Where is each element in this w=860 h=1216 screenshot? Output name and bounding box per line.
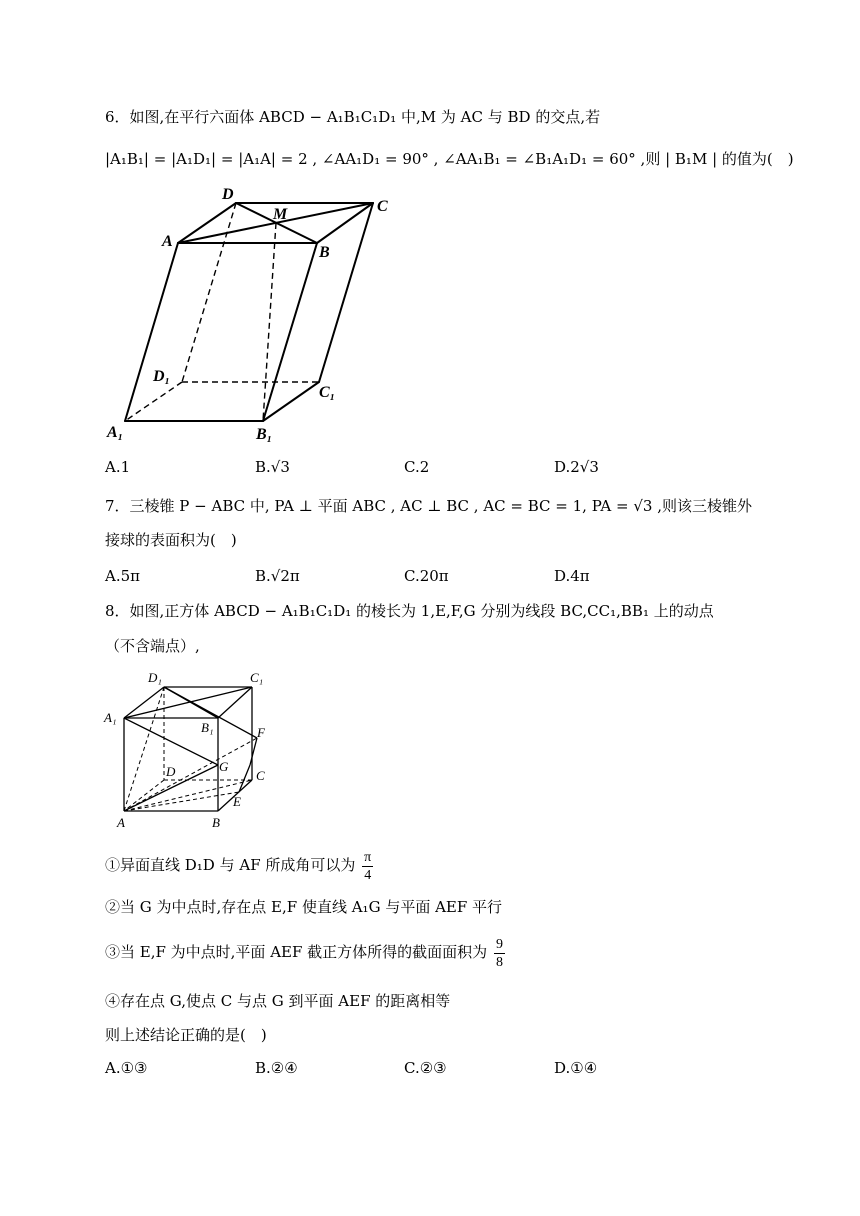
q8-label-C: C (256, 768, 265, 783)
q8-s3-denominator: 8 (495, 954, 503, 970)
q7-option-c[interactable]: C.20π (404, 567, 449, 585)
q8-option-a[interactable]: A.①③ (105, 1059, 148, 1077)
q7-option-d[interactable]: D.4π (554, 567, 590, 585)
q8-cube-figure (100, 668, 290, 838)
q8-s1-denominator: 4 (364, 867, 372, 883)
q7-option-b[interactable]: B.√2π (255, 567, 300, 585)
q8-statement-1-fraction (362, 849, 373, 884)
q8-label-A1: A₁ (104, 710, 117, 725)
q6-label-C1: C₁ (319, 384, 336, 401)
q7-stem-line1: 7．三棱锥 P − ABC 中, PA ⊥ 平面 ABC , AC ⊥ BC , AC = BC = 1, PA = √3 ,则该三棱锥外 (105, 497, 753, 515)
q8-label-E: E (233, 794, 241, 809)
q8-statement-1-text: ①异面直线 D₁D 与 AF 所成角可以为 (105, 856, 356, 874)
q8-s1-numerator: π (364, 849, 372, 865)
q8-statement-4: ④存在点 G,使点 C 与点 G 到平面 AEF 的距离相等 (105, 992, 451, 1010)
q8-statement-3-text: ③当 E,F 为中点时,平面 AEF 截正方体所得的截面面积为 (105, 943, 488, 961)
q8-statement-3 (105, 934, 507, 971)
q8-label-B1: B₁ (201, 720, 214, 735)
q8-s3-numerator: 9 (495, 936, 503, 952)
q7-stem-line2: 接球的表面积为( ) (105, 531, 237, 549)
q6-option-d[interactable]: D.2√3 (554, 458, 599, 476)
q8-option-b[interactable]: B.②④ (255, 1059, 298, 1077)
q8-label-B: B (212, 815, 220, 830)
q8-label-D: D (166, 764, 176, 779)
q6-parallelepiped-figure (100, 185, 400, 445)
q6-stem-line2: |A₁B₁| = |A₁D₁| = |A₁A| = 2 , ∠AA₁D₁ = 90° , ∠AA₁B₁ = ∠B₁A₁D₁ = 60° ,则 | B₁M | 的值为( ) (105, 150, 794, 168)
q6-label-B1: B₁ (256, 426, 273, 443)
q8-label-G: G (219, 759, 229, 774)
q8-label-C1: C₁ (250, 670, 264, 685)
q8-statement-3-fraction (494, 936, 505, 971)
q8-statement-2: ②当 G 为中点时,存在点 E,F 使直线 A₁G 与平面 AEF 平行 (105, 898, 503, 916)
q6-label-A: A (162, 233, 173, 250)
q6-label-M: M (273, 206, 288, 223)
q8-statement-1 (105, 847, 375, 884)
q8-conclusion: 则上述结论正确的是( ) (105, 1026, 267, 1044)
q8-label-D1: D₁ (148, 670, 162, 685)
q8-option-c[interactable]: C.②③ (404, 1059, 447, 1077)
q6-option-b[interactable]: B.√3 (255, 458, 290, 476)
q6-label-C: C (377, 198, 388, 215)
q6-option-a[interactable]: A.1 (105, 458, 131, 476)
q6-label-A1: A₁ (107, 424, 124, 441)
q6-label-B: B (319, 244, 330, 261)
q6-option-c[interactable]: C.2 (404, 458, 430, 476)
q8-stem-line2: （不含端点）, (105, 637, 200, 655)
q8-option-d[interactable]: D.①④ (554, 1059, 598, 1077)
q7-option-a[interactable]: A.5π (105, 567, 141, 585)
q8-stem-line1: 8．如图,正方体 ABCD − A₁B₁C₁D₁ 的棱长为 1,E,F,G 分别为线段 BC,CC₁,BB₁ 上的动点 (105, 602, 714, 620)
q6-stem-line1: 6．如图,在平行六面体 ABCD − A₁B₁C₁D₁ 中,M 为 AC 与 BD 的交点,若 (105, 108, 601, 126)
q6-label-D1: D₁ (153, 368, 171, 385)
q6-label-D: D (222, 186, 234, 203)
q8-label-F: F (257, 725, 265, 740)
q8-label-A: A (117, 815, 125, 830)
